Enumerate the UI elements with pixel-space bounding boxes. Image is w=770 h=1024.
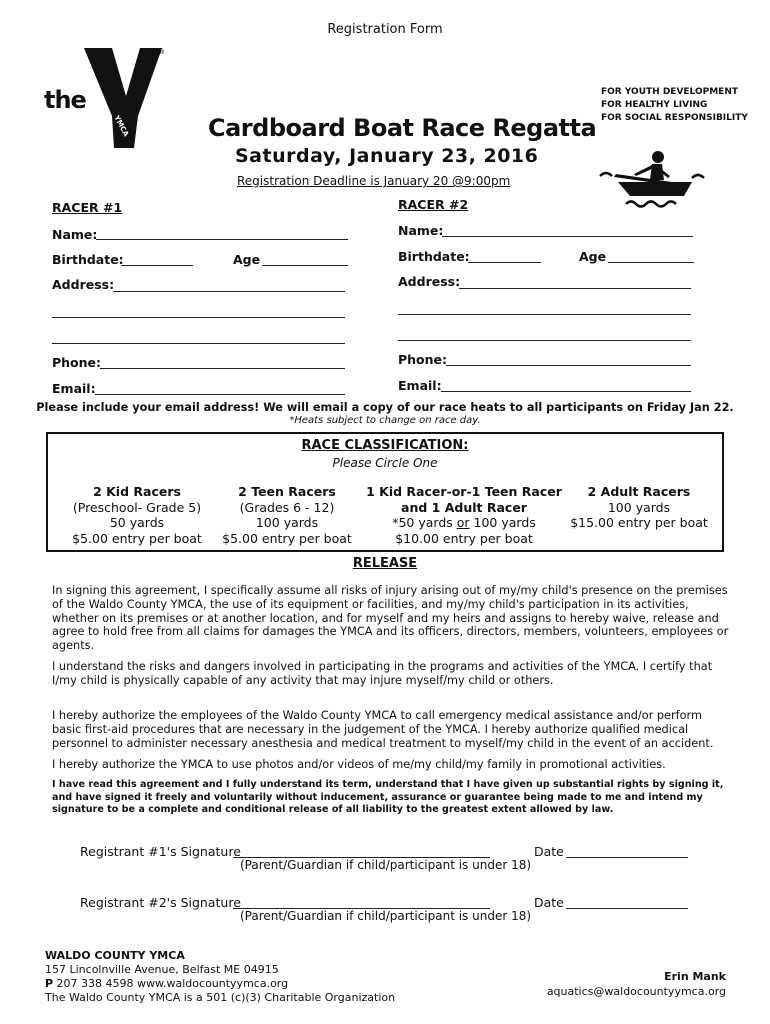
contact-name: Erin Mank	[664, 970, 726, 983]
class-mixed-distance	[364, 515, 564, 531]
class-teen-fee: $5.00 entry per boat	[222, 530, 352, 546]
racer1-email-input[interactable]	[95, 393, 345, 395]
footer-org-name: WALDO COUNTY YMCA	[45, 949, 185, 962]
registrant1-guardian-note: (Parent/Guardian if child/participant is under 18)	[240, 858, 532, 872]
racer2-birthdate-label: Birthdate:	[398, 249, 470, 264]
footer-org-block	[45, 949, 395, 1005]
class-mixed-distance-or: or	[456, 515, 470, 530]
racer1-address-input[interactable]	[113, 290, 345, 292]
class-kid-fee: $5.00 entry per boat	[72, 530, 202, 546]
form-label: Registration Form	[327, 22, 443, 37]
racer2-address-line-3[interactable]	[398, 339, 691, 341]
racer2-email-label: Email:	[398, 378, 442, 393]
registrant2-signature-label: Registrant #2's Signature	[80, 895, 241, 910]
registrant2-date-label: Date	[534, 895, 564, 910]
racer1-age-label: Age	[233, 252, 261, 267]
class-option-teen[interactable]	[212, 484, 362, 546]
footer-nonprofit: The Waldo County YMCA is a 501 (c)(3) Charitable Organization	[45, 991, 396, 1004]
racer1-address-line-3[interactable]	[52, 342, 345, 344]
registration-deadline: Registration Deadline is January 20 @9:00pm	[237, 174, 511, 188]
racer2-email-input[interactable]	[441, 390, 691, 392]
racer2-name-label: Name:	[398, 223, 444, 238]
class-adult-fee: $15.00 entry per boat	[570, 515, 708, 530]
ymca-logo	[40, 44, 170, 154]
class-teen-distance: 100 yards	[255, 515, 319, 530]
racer1-name-input[interactable]	[96, 238, 348, 240]
racer1-phone-input[interactable]	[100, 367, 345, 369]
registrant1-date-input[interactable]	[566, 856, 688, 858]
release-paragraph-5: I have read this agreement and I fully understand its term, understand that I have given up substantial rights by signing it, and have signed it freely and voluntarily without inducement, assurance or guarantee being made to me and intend my signature to be a complete and conditional release of all liability to the greatest extent allowed by law.	[52, 779, 724, 815]
class-mixed-fee: $10.00 entry per boat	[395, 530, 533, 546]
racer1-heading: RACER #1	[52, 200, 123, 215]
racer2-address-input[interactable]	[459, 287, 691, 289]
logo-ymca-text: YMCA	[112, 114, 131, 138]
racer2-age-label: Age	[579, 249, 607, 264]
registrant2-guardian-note: (Parent/Guardian if child/participant is under 18)	[240, 909, 532, 923]
racer1-age-input[interactable]	[262, 264, 348, 266]
page-title: Cardboard Boat Race Regatta	[208, 114, 597, 142]
class-adult-title: 2 Adult Racers	[587, 484, 691, 499]
registrant1-date-label: Date	[534, 844, 564, 859]
racer2-age-input[interactable]	[608, 261, 694, 263]
class-teen-title: 2 Teen Racers	[238, 484, 336, 499]
release-paragraph-3: I hereby authorize the employees of the Waldo County YMCA to call emergency medical assistance and/or perform basic first-aid procedures that are necessary in the judgement of the YMCA. I hereby authorize qualified medical personnel to administer necessary anesthesia and medical treatment to myself/my child in the event of an accident.	[52, 709, 714, 750]
racer2-phone-label: Phone:	[398, 352, 448, 367]
racer2-heading: RACER #2	[398, 197, 469, 212]
footer-address: 157 Lincolnville Avenue, Belfast ME 04915	[45, 963, 279, 976]
racer1-email-label: Email:	[52, 381, 96, 396]
class-mixed-distance-b: 100 yards	[469, 515, 536, 530]
classification-heading: RACE CLASSIFICATION:	[301, 438, 469, 453]
registrant2-date-input[interactable]	[566, 907, 688, 909]
racer2-address-line-2[interactable]	[398, 313, 691, 315]
class-option-mixed[interactable]	[364, 484, 564, 546]
registrant1-signature-label: Registrant #1's Signature	[80, 844, 241, 859]
class-mixed-subtitle: and 1 Adult Racer	[401, 499, 527, 515]
racer2-birthdate-input[interactable]	[468, 261, 541, 263]
release-paragraph-4: I hereby authorize the YMCA to use photos and/or videos of me/my child/my family in promotional activities.	[52, 758, 666, 771]
class-teen-grades: (Grades 6 - 12)	[239, 499, 335, 515]
racer1-name-label: Name:	[52, 227, 98, 242]
class-option-adult[interactable]	[564, 484, 714, 531]
racer1-address-label: Address:	[52, 277, 115, 292]
footer-phone-web-text: 207 338 4598 www.waldocountyymca.org	[53, 977, 289, 990]
racer2-phone-input[interactable]	[446, 364, 691, 366]
class-kid-grades: (Preschool- Grade 5)	[72, 499, 202, 515]
rowboat-icon	[596, 146, 706, 214]
contact-email[interactable]: aquatics@waldocountyymca.org	[546, 985, 726, 998]
tagline-line-1: FOR YOUTH DEVELOPMENT	[601, 87, 738, 97]
class-adult-distance: 100 yards	[607, 499, 671, 515]
tagline	[601, 86, 748, 125]
class-kid-distance: 50 yards	[109, 515, 165, 530]
release-heading: RELEASE	[352, 556, 418, 571]
class-mixed-title: 1 Kid Racer-or-1 Teen Racer	[366, 484, 562, 499]
racer2-address-label: Address:	[398, 274, 461, 289]
classification-instruction: Please Circle One	[332, 456, 438, 470]
release-paragraph-1: In signing this agreement, I specifically assume all risks of injury arising out of my/my child's presence on the premises of the Waldo County YMCA, the use of its equipment or facilities, and my/my child's participation in its activities, whether on its premises or at another location, and for myself and my heirs and assigns to hereby waive, release and agree to hold free from all claims for damages the YMCA and its officers, directors, members, volunteers, employees or agents.	[52, 584, 729, 653]
racer2-name-input[interactable]	[442, 235, 693, 237]
svg-text:®: ®	[158, 48, 165, 56]
heats-note: *Heats subject to change on race day.	[289, 415, 481, 426]
email-note: Please include your email address! We will email a copy of our race heats to all participants on Friday Jan 22.	[36, 401, 734, 414]
logo-the: the	[44, 86, 86, 114]
event-date: Saturday, January 23, 2016	[235, 145, 539, 167]
racer1-address-line-2[interactable]	[52, 316, 345, 318]
release-paragraph-2: I understand the risks and dangers involved in participating in the programs and activities of the YMCA. I certify that I/my child is physically capable of any activity that may injure myself/my child or others.	[52, 660, 713, 687]
class-option-kid[interactable]	[62, 484, 212, 546]
footer-phone-label: P	[45, 977, 54, 990]
tagline-line-3: FOR SOCIAL RESPONSIBILITY	[601, 113, 748, 123]
tagline-line-2: FOR HEALTHY LIVING	[601, 100, 708, 110]
racer1-birthdate-input[interactable]	[121, 264, 193, 266]
class-mixed-distance-a: *50 yards	[392, 515, 457, 530]
racer1-birthdate-label: Birthdate:	[52, 252, 124, 267]
racer1-phone-label: Phone:	[52, 355, 102, 370]
footer-phone-web	[45, 977, 395, 991]
class-kid-title: 2 Kid Racers	[93, 484, 181, 499]
